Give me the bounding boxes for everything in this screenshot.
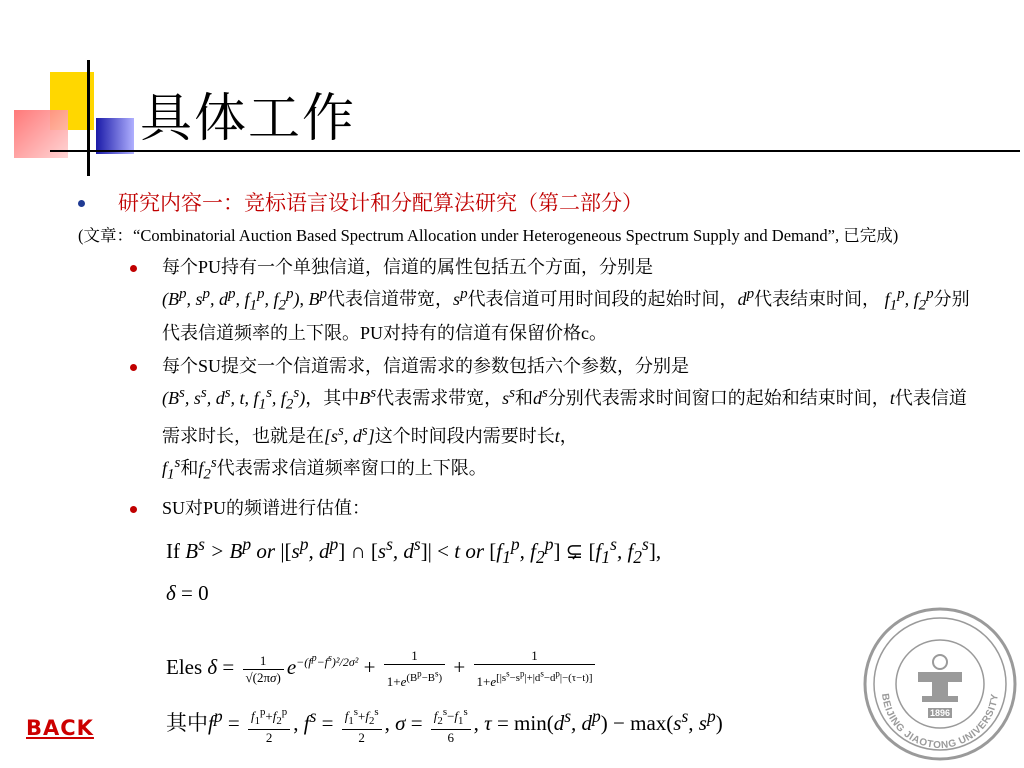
su-text-h: ， bbox=[559, 426, 578, 447]
condition-equation: If $B^s > B^p$ or $|[s^p$, $d^p$] ∩ [$s^s$, $d^s]| < t$ or [$f_1^p$, $f_2^p$] ⊊ [$f_1^s$, $f_2^s$], bbox=[166, 533, 662, 567]
seal-year: 1896 bbox=[929, 708, 951, 718]
su-text-c: 代表需求带宽， bbox=[376, 387, 503, 408]
valuation-intro-text: SU对PU的频谱进行估值： bbox=[162, 497, 371, 518]
decor-blue-square bbox=[96, 118, 134, 154]
su-text-j: 代表需求信道频率窗口的上下限。 bbox=[216, 458, 487, 479]
pu-text-b: 代表信道带宽， bbox=[327, 289, 454, 309]
decor-vertical-line bbox=[87, 60, 90, 176]
su-text-f: 代表信道需求时长，也就是在 bbox=[162, 387, 967, 447]
bullet-icon bbox=[78, 200, 85, 207]
bullet-icon bbox=[130, 364, 137, 371]
parameter-definitions: 其中$f^p$ = $\frac{f_1^p+f_2^p}{2}$ , $f^s$ = $\frac{f_1^s+f_2^s}{2}$ , σ = $\frac{f_2^s-f_1^s}{6}$ , $\tau = \min(d^s$, $d^p) - \max(s^s$, $s^p$) bbox=[166, 706, 723, 746]
seal-english-name: BEIJING JIAOTONG UNIVERSITY bbox=[879, 692, 1001, 752]
bullet-icon bbox=[130, 506, 137, 513]
su-text-e: 分别代表需求时间窗口的起始和结束时间， bbox=[547, 387, 890, 408]
su-description: 每个SU提交一个信道需求，信道需求的参数包括六个参数，分别是 ($B^s$, $s^s$, $d^s$, t, $f_1^s$, $f_2^s$)，其中$B^s$代表需求带宽，$s^s$和$d^s$分别代表需求时间窗口的起始和结束时间，t代表信道需求时长，也就是在[$s^s$, $d^s$]这个时间段内需要时长t， $f_1^s$和$f_2^s$代表需求信道频率窗口的上下限。 bbox=[78, 353, 978, 489]
title-divider bbox=[50, 150, 1020, 152]
pu-text-c: 代表信道可用时间段的起始时间， bbox=[467, 289, 738, 309]
back-link[interactable]: BACK bbox=[26, 716, 94, 740]
pu-text-d: 代表结束时间， bbox=[754, 289, 881, 309]
slide-content bbox=[78, 188, 978, 746]
section-heading bbox=[78, 188, 978, 218]
else-equation: Eles δ = $\frac{1}{√(2\pi\sigma)}$ $e^{-(f^p-f^s)^2/2\sigma^2}$ + $\frac{1}{1+e^{(B^p-B^s)}}$ + $\frac{1}{1+e^{[|s^s-s^p|+|d^s-d^p|-(\tau-t)]}}$ bbox=[78, 643, 978, 690]
pu-description: 每个PU持有一个单独信道，信道的属性包括五个方面，分别是 ($B^p$, $s^p$, $d^p$, $f_1^p$, $f_2^p$), $B^p$代表信道带宽，$s^p$代表信道可用时间段的起始时间，$d^p$代表结束时间， $f_1^p$, $f_2^p$分别代表信道频率的上下限。PU对持有的信道有保留价格c。 bbox=[78, 254, 978, 347]
page-title: 具体工作 bbox=[140, 89, 357, 149]
eq-else-label: Eles bbox=[166, 654, 203, 679]
section-heading-text: 研究内容一：竞标语言设计和分配算法研究（第二部分） bbox=[118, 191, 643, 215]
eq-if-label: If bbox=[166, 538, 180, 563]
eq-where-label: 其中 bbox=[166, 711, 208, 736]
su-text-d: 和 bbox=[514, 387, 533, 408]
su-text-b: ，其中 bbox=[305, 387, 360, 408]
delta-zero-equation: δ = 0 bbox=[166, 580, 209, 605]
su-text-a: 每个SU提交一个信道需求，信道需求的参数包括六个参数，分别是 bbox=[162, 355, 690, 376]
pu-tuple: ($B^p$, $s^p$, $d^p$, $f_1^p$, $f_2^p$) bbox=[162, 286, 300, 314]
bullet-icon bbox=[130, 265, 137, 272]
paper-reference: (文章：“Combinatorial Auction Based Spectrum Allocation under Heterogeneous Spectrum Supply and Demand”, 已完成) bbox=[78, 226, 899, 245]
su-text-i: 和 bbox=[180, 458, 199, 479]
valuation-intro bbox=[78, 495, 978, 522]
su-text-g: 这个时间段内需要时长 bbox=[374, 426, 555, 447]
pu-text-a: 每个PU持有一个单独信道，信道的属性包括五个方面，分别是 bbox=[162, 257, 654, 277]
pu-text-e: 分别代表信道频率的上下限。PU对持有的信道有保留价格c。 bbox=[162, 289, 970, 343]
university-seal bbox=[862, 606, 1018, 767]
